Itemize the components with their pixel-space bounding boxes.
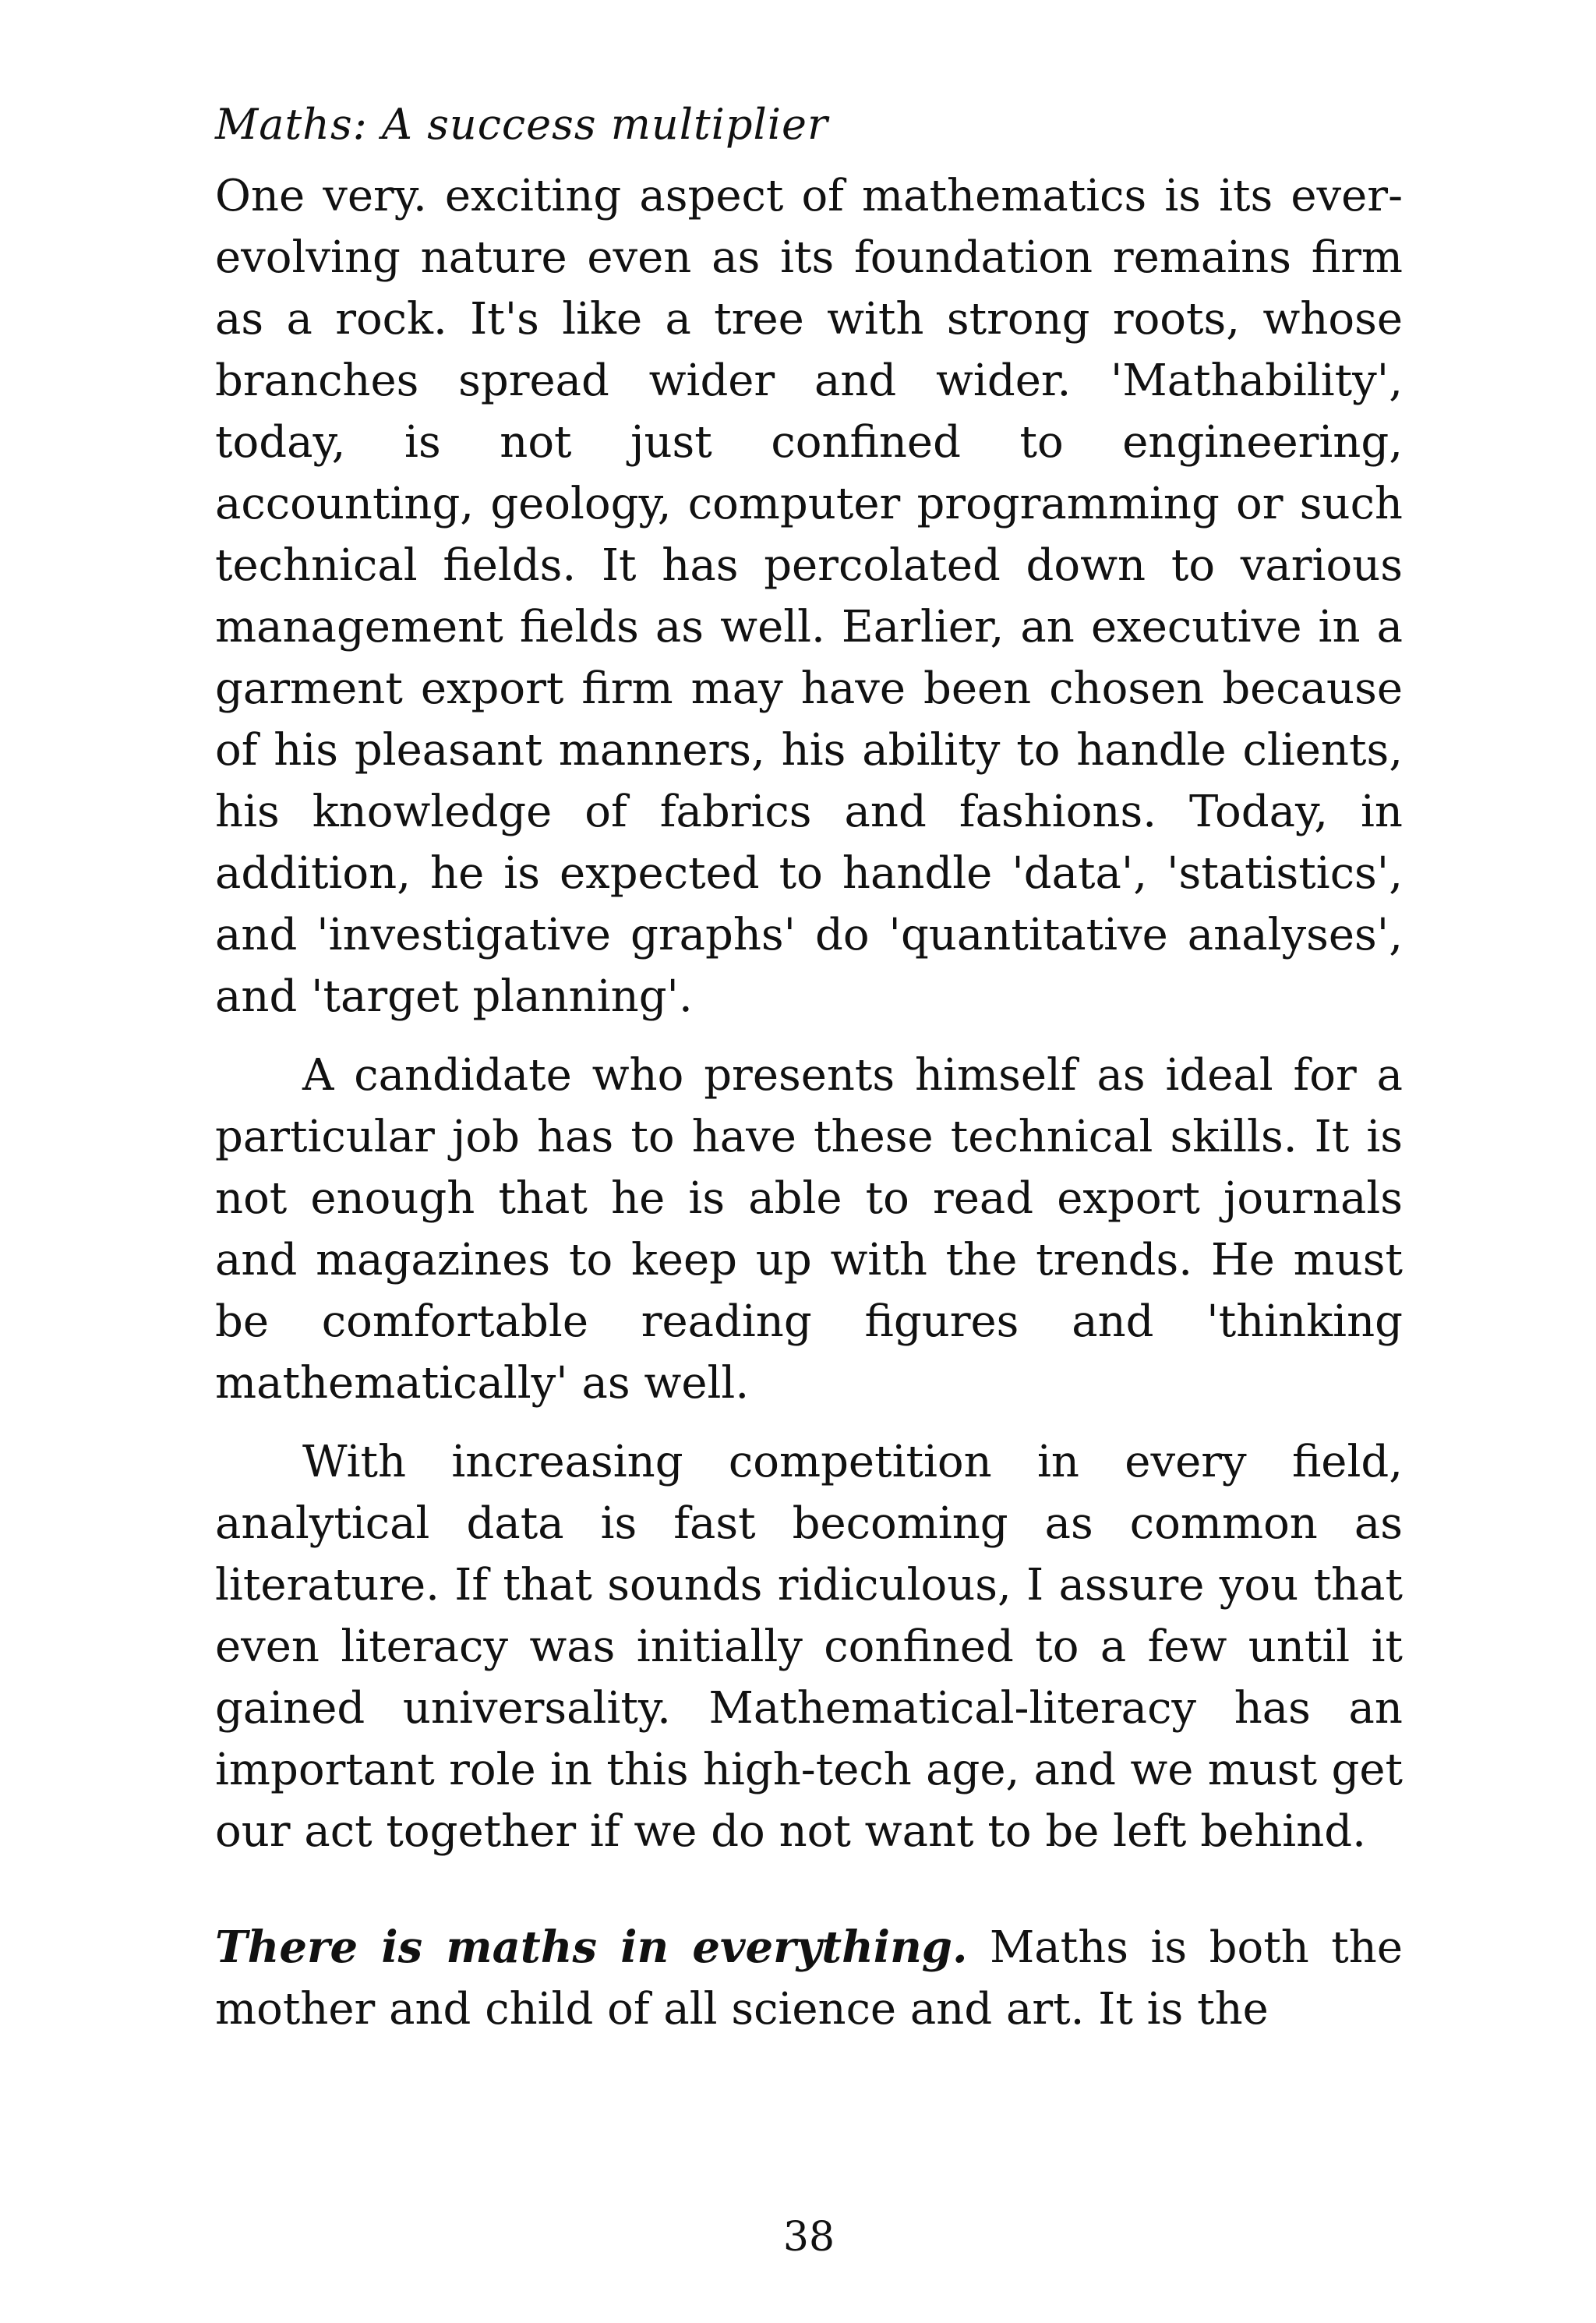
paragraph-1: One very. exciting aspect of mathematics is its ever-evolving nature even as its foundation remains firm as a rock. It's like a tree with strong roots, whose branches spread wider and wider. 'Mathability', today, is not just confined to engineering, accounting, geology, computer programming or such technical fields. It has percolated down to various management fields as well. Earlier, an executive in a garment export firm may have been chosen because of his pleasant manners, his ability to handle clients, his knowledge of fabrics and fashions. Today, in addition, he is expected to handle 'data', 'statistics', and 'investigative graphs' do 'quantitative analyses', and 'target planning'.	[215, 171, 1403, 1022]
paragraph-4-text: Maths is both the mother and child of all science and art. It is the	[215, 1922, 1403, 2035]
paragraph-3: With increasing competition in every field, analytical data is fast becoming as common as literature. If that sounds ridiculous, I assure you that even literacy was initially confined to a few until it gained universality. Mathematical-literacy has an important role in this high-tech age, and we must get our act together if we do not want to be left behind.	[215, 1437, 1403, 1857]
section-heading: Maths: A success multiplier	[215, 100, 828, 149]
paragraph-4-lead: There is maths in everything.	[215, 1922, 968, 1973]
page-number: 38	[782, 2214, 835, 2261]
book-page	[215, 94, 1403, 2276]
paragraph-4	[215, 1917, 1403, 2040]
paragraph-2: A candidate who presents himself as ideal for a particular job has to have these technical skills. It is not enough that he is able to read export journals and magazines to keep up with the trends. He must be comfortable reading figures and 'thinking mathematically' as well.	[215, 1050, 1403, 1409]
